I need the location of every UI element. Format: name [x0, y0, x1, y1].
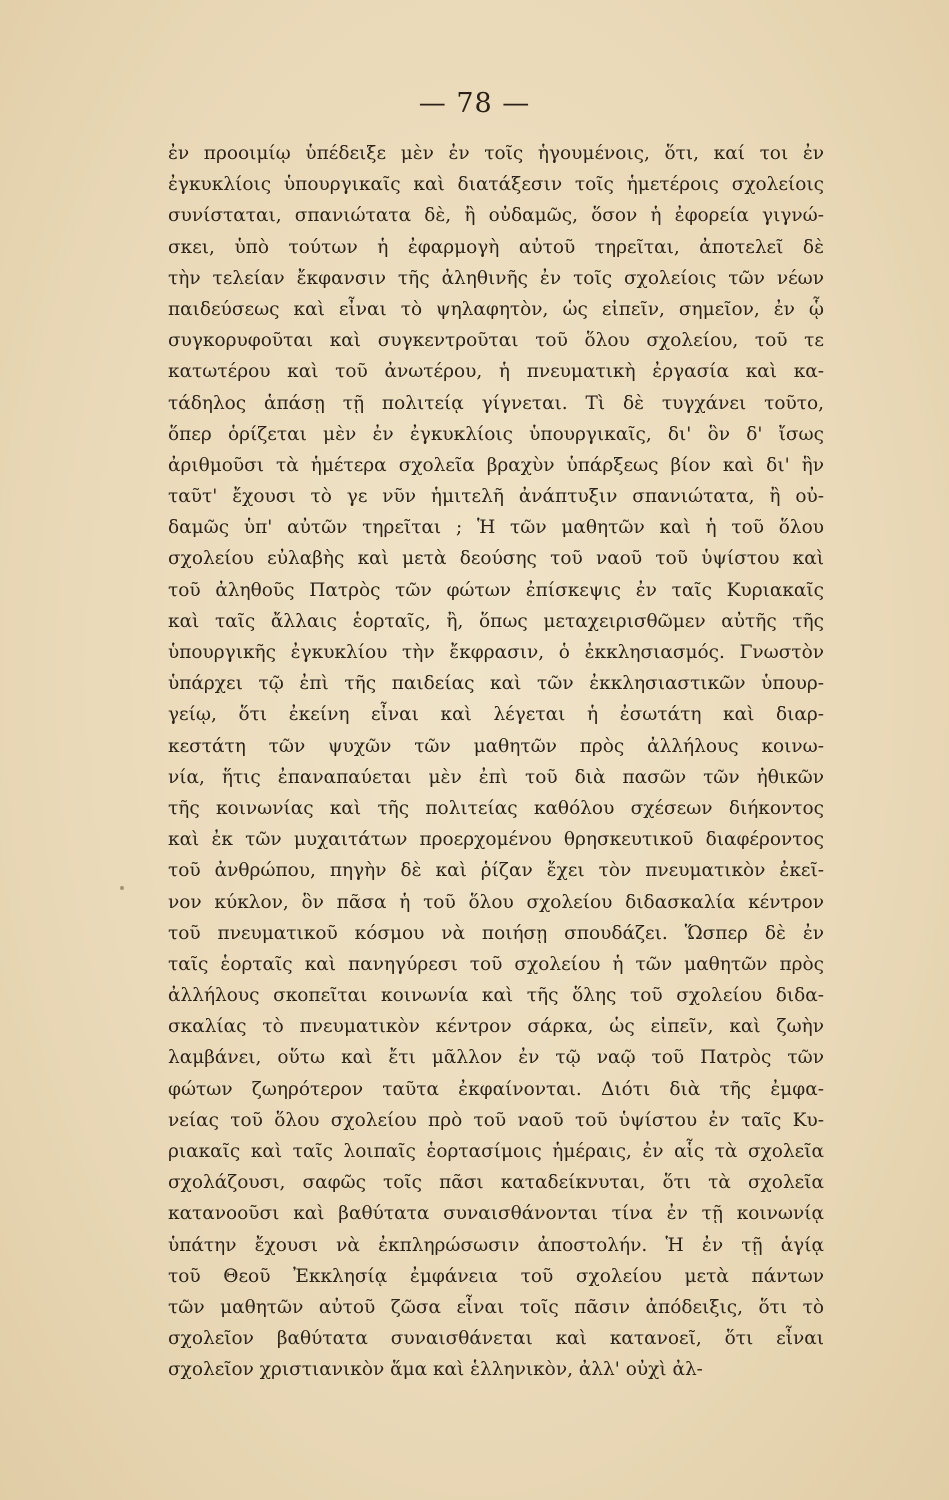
text-line: ὑπάρχει τῷ ἐπὶ τῆς παιδείας καὶ τῶν ἐκκλησιαστικῶν ὑπουρ- [168, 673, 824, 695]
text-line: ριακαῖς καὶ ταῖς λοιπαῖς ἑορτασίμοις ἡμέραις, ἐν αἷς τὰ σχολεῖα [168, 1141, 824, 1162]
text-line: σκει, ὑπὸ τούτων ἡ ἐφαρμογὴ αὐτοῦ τηρεῖται, ἀποτελεῖ δὲ [168, 236, 824, 258]
text-line: γείῳ, ὅτι ἐκείνη εἶναι καὶ λέγεται ἡ ἐσωτάτη καὶ διαρ- [168, 704, 824, 726]
text-line: φώτων ζωηρότερον ταῦτα ἐκφαίνονται. Διότι διὰ τῆς ἐμφα- [168, 1078, 824, 1100]
text-line: τὴν τελείαν ἔκφανσιν τῆς ἀληθινῆς ἐν τοῖς σχολείοις τῶν νέων [168, 267, 824, 289]
text-line: συγκορυφοῦται καὶ συγκεντροῦται τοῦ ὅλου σχολείου, τοῦ τε [168, 330, 824, 352]
text-line: τάδηλος ἁπάσῃ τῇ πολιτείᾳ γίγνεται. Τὶ δὲ τυγχάνει τοῦτο, [168, 392, 824, 414]
text-line: ἀριθμοῦσι τὰ ἡμέτερα σχολεῖα βραχὺν ὑπάρξεως βίον καὶ δι' ἣν [168, 454, 824, 476]
text-line: σχολάζουσι, σαφῶς τοῖς πᾶσι καταδείκνυται, ὅτι τὰ σχολεῖα [168, 1172, 824, 1194]
text-line: σκαλίας τὸ πνευματικὸν κέντρον σάρκα, ὡς εἰπεῖν, καὶ ζωὴν [168, 1016, 824, 1038]
text-line: τῆς κοινωνίας καὶ τῆς πολιτείας καθόλου σχέσεων διήκοντος [168, 797, 824, 819]
body-text [168, 138, 824, 1386]
text-line: νία, ἥτις ἐπαναπαύεται μὲν ἐπὶ τοῦ διὰ πασῶν τῶν ἠθικῶν [168, 766, 824, 788]
text-line: ὑπάτην ἔχουσι νὰ ἐκπληρώσωσιν ἀποστολήν. Ἡ ἐν τῇ ἁγίᾳ [168, 1234, 824, 1256]
paper-speck [120, 886, 124, 890]
text-line: ἐν προοιμίῳ ὑπέδειξε μὲν ἐν τοῖς ἡγουμένοις, ὅτι, καί τοι ἐν [168, 143, 824, 164]
text-line: ταῖς ἑορταῖς καὶ πανηγύρεσι τοῦ σχολείου ἡ τῶν μαθητῶν πρὸς [168, 953, 824, 975]
text-line: ἐγκυκλίοις ὑπουργικαῖς καὶ διατάξεσιν τοῖς ἡμετέροις σχολείοις [168, 174, 824, 196]
text-line: νείας τοῦ ὅλου σχολείου πρὸ τοῦ ναοῦ τοῦ ὑψίστου ἐν ταῖς Κυ- [168, 1109, 824, 1131]
text-line: καὶ ταῖς ἄλλαις ἑορταῖς, ἢ, ὅπως μεταχειρισθῶμεν αὐτῆς τῆς [168, 610, 824, 632]
text-line: τοῦ ἀνθρώπου, πηγὴν δὲ καὶ ῥίζαν ἔχει τὸν πνευματικὸν ἐκεῖ- [168, 860, 824, 882]
text-line: λαμβάνει, οὕτω καὶ ἔτι μᾶλλον ἐν τῷ ναῷ τοῦ Πατρὸς τῶν [168, 1047, 824, 1069]
text-line: τῶν μαθητῶν αὐτοῦ ζῶσα εἶναι τοῖς πᾶσιν ἀπόδειξις, ὅτι τὸ [168, 1296, 824, 1318]
text-line: σχολεῖον χριστιανικὸν ἅμα καὶ ἑλληνικὸν, ἀλλ' οὐχὶ ἀλ- [168, 1359, 703, 1381]
text-line: κατανοοῦσι καὶ βαθύτατα συναισθάνονται τίνα ἐν τῇ κοινωνίᾳ [168, 1203, 824, 1225]
text-line: τοῦ ἀληθοῦς Πατρὸς τῶν φώτων ἐπίσκεψις ἐν ταῖς Κυριακαῖς [168, 579, 824, 601]
text-line: κατωτέρου καὶ τοῦ ἀνωτέρου, ἡ πνευματικὴ ἐργασία καὶ κα- [168, 361, 824, 383]
text-line: ὅπερ ὁρίζεται μὲν ἐν ἐγκυκλίοις ὑπουργικαῖς, δι' ὃν δ' ἴσως [168, 423, 824, 445]
text-line: σχολείου εὐλαβὴς καὶ μετὰ δεούσης τοῦ ναοῦ τοῦ ὑψίστου καὶ [168, 548, 824, 570]
text-line: δαμῶς ὑπ' αὐτῶν τηρεῖται ; Ἡ τῶν μαθητῶν καὶ ἡ τοῦ ὅλου [168, 517, 824, 539]
text-line: τοῦ Θεοῦ Ἐκκλησίᾳ ἐμφάνεια τοῦ σχολείου μετὰ πάντων [168, 1265, 824, 1287]
text-line: τοῦ πνευματικοῦ κόσμου νὰ ποιήσῃ σπουδάζει. Ὥσπερ δὲ ἐν [168, 922, 824, 944]
page-number: — 78 — [418, 88, 531, 119]
text-line: συνίσταται, σπανιώτατα δὲ, ἢ οὐδαμῶς, ὅσον ἡ ἐφορεία γιγνώ- [168, 205, 824, 227]
text-line: σχολεῖον βαθύτατα συναισθάνεται καὶ κατανοεῖ, ὅτι εἶναι [168, 1328, 824, 1350]
text-line: νον κύκλον, ὃν πᾶσα ἡ τοῦ ὅλου σχολείου διδασκαλία κέντρον [168, 891, 824, 913]
text-line: παιδεύσεως καὶ εἶναι τὸ ψηλαφητὸν, ὡς εἰπεῖν, σημεῖον, ἐν ᾧ [168, 298, 824, 320]
text-line: ἀλλήλους σκοπεῖται κοινωνία καὶ τῆς ὅλης τοῦ σχολείου διδα- [168, 985, 824, 1007]
text-line: καὶ ἐκ τῶν μυχαιτάτων προερχομένου θρησκευτικοῦ διαφέροντος [168, 829, 824, 851]
text-line: ταῦτ' ἔχουσι τὸ γε νῦν ἡμιτελῆ ἀνάπτυξιν σπανιώτατα, ἢ οὐ- [168, 486, 824, 508]
text-line: κεστάτη τῶν ψυχῶν τῶν μαθητῶν πρὸς ἀλλήλους κοινω- [168, 735, 824, 757]
text-line: ὑπουργικῆς ἐγκυκλίου τὴν ἔκφρασιν, ὁ ἐκκλησιασμός. Γνωστὸν [168, 642, 824, 663]
